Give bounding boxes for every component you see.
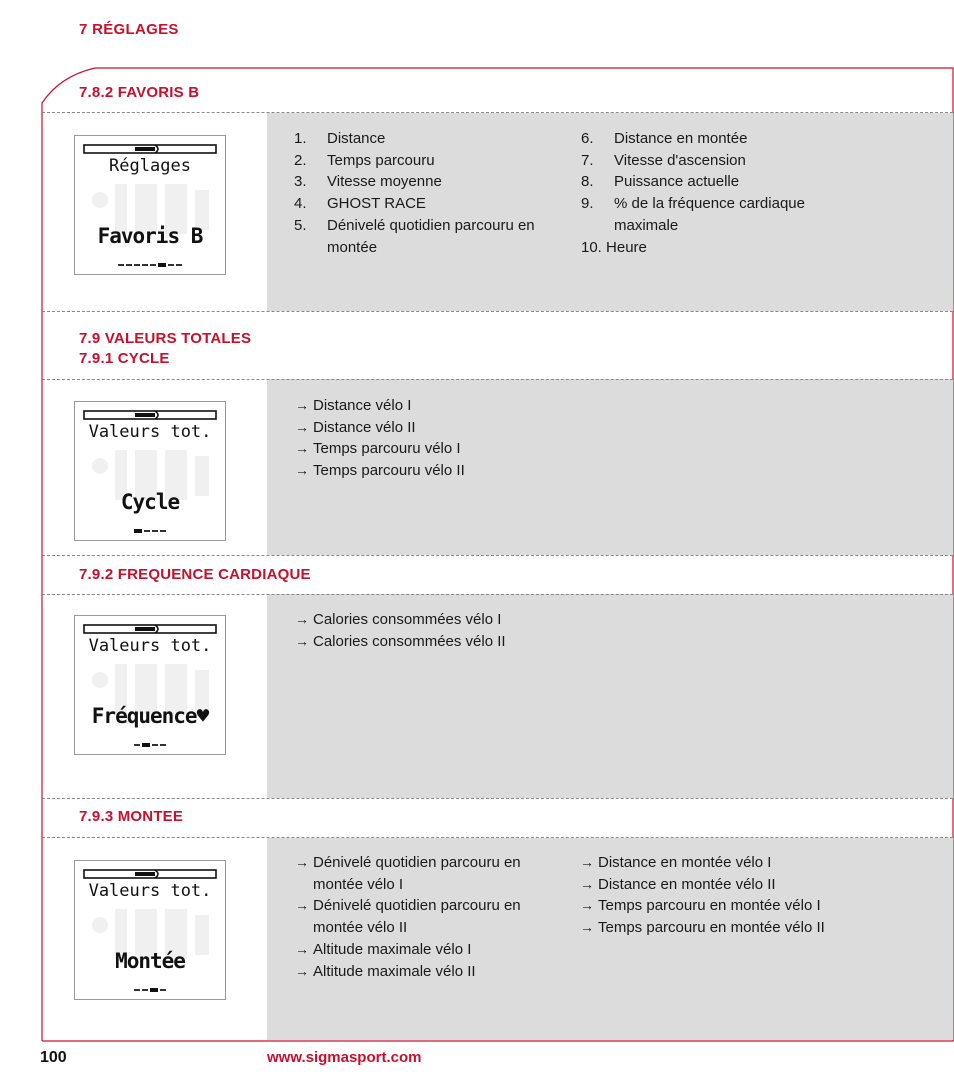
page-dot xyxy=(152,530,158,532)
device-value: Fréquence♥ xyxy=(91,704,209,728)
list-item: → Distance en montée vélo I xyxy=(580,852,825,874)
device-menu-label: Valeurs tot. xyxy=(88,636,212,656)
divider xyxy=(42,594,953,595)
page-dot xyxy=(134,744,140,746)
device-screen xyxy=(74,135,226,275)
page-dot xyxy=(160,744,166,746)
list-item: → Temps parcouru en montée vélo I xyxy=(580,895,825,917)
page-dot xyxy=(144,530,150,532)
device-value: Cycle xyxy=(120,490,180,514)
page-dot xyxy=(134,529,142,533)
device-menu-label: Réglages xyxy=(109,156,191,176)
divider xyxy=(42,311,953,312)
divider xyxy=(42,798,953,799)
list-item: → Distance vélo II xyxy=(295,417,595,439)
divider xyxy=(42,112,953,113)
page-dot xyxy=(152,744,158,746)
wrench-icon xyxy=(83,624,217,634)
page-dot xyxy=(150,988,158,992)
device-value: Favoris B xyxy=(97,224,203,248)
list-item: 2. Temps parcouru xyxy=(294,151,435,169)
divider xyxy=(42,837,953,838)
page-dot xyxy=(158,263,166,267)
list-item: 3. Vitesse moyenne xyxy=(294,173,442,191)
list-item: → Calories consommées vélo II xyxy=(295,631,595,653)
list-item: → Dénivelé quotidien parcouru en montée vélo II xyxy=(295,895,540,938)
page-dot xyxy=(176,264,182,266)
page-indicator xyxy=(75,989,225,992)
page-indicator xyxy=(75,264,225,267)
list-item: 1. Distance xyxy=(294,130,386,147)
device-menu-label: Valeurs tot. xyxy=(88,881,212,901)
list-item: 9. % de la fréquence cardiaque maximale xyxy=(581,195,805,234)
numbered-list xyxy=(294,128,556,258)
page-dot xyxy=(126,264,132,266)
page-dot xyxy=(142,743,150,747)
chapter-title: 7 RÉGLAGES xyxy=(79,21,179,38)
list-item: 4. GHOST RACE xyxy=(294,195,426,213)
list-item: 8. Puissance actuelle xyxy=(581,173,740,191)
section-title: 7.9.2 FREQUENCE CARDIAQUE xyxy=(79,566,311,583)
list-item: 10. Heure xyxy=(581,238,647,256)
arrow-list xyxy=(580,852,825,939)
divider xyxy=(42,379,953,380)
wrench-icon xyxy=(83,410,217,420)
divider xyxy=(42,555,953,556)
list-item: → Distance en montée vélo II xyxy=(580,874,825,896)
device-screen xyxy=(74,401,226,541)
page-dot xyxy=(160,989,166,991)
section-subtitle: 7.9.1 CYCLE xyxy=(79,350,170,367)
section-title: 7.9 VALEURS TOTALES xyxy=(79,330,252,347)
list-item: 6. Distance en montée xyxy=(581,130,748,147)
arrow-list xyxy=(295,395,595,482)
page-dot xyxy=(134,264,140,266)
page-dot xyxy=(168,264,174,266)
page-dot xyxy=(142,264,148,266)
list-item: → Altitude maximale vélo II xyxy=(295,961,540,983)
list-item: → Temps parcouru vélo II xyxy=(295,460,595,482)
page-dot xyxy=(160,530,166,532)
list-item: 7. Vitesse d'ascension xyxy=(581,151,746,169)
list-item: → Dénivelé quotidien parcouru en montée vélo I xyxy=(295,852,540,895)
list-item: → Temps parcouru en montée vélo II xyxy=(580,917,825,939)
list-item: → Calories consommées vélo I xyxy=(295,609,595,631)
wrench-icon xyxy=(83,144,217,154)
page-dot xyxy=(134,989,140,991)
arrow-list xyxy=(295,609,595,652)
list-item: 5. Dénivelé quotidien parcouru en montée xyxy=(294,216,535,256)
numbered-list xyxy=(581,128,871,258)
device-screen xyxy=(74,615,226,755)
page-indicator xyxy=(75,530,225,533)
arrow-list xyxy=(295,852,540,982)
section-title: 7.8.2 FAVORIS B xyxy=(79,84,200,101)
footer-url: www.sigmasport.com xyxy=(267,1049,422,1066)
page-indicator xyxy=(75,744,225,747)
page-dot xyxy=(118,264,124,266)
device-menu-label: Valeurs tot. xyxy=(88,422,212,442)
page-dot xyxy=(150,264,156,266)
page-dot xyxy=(142,989,148,991)
section-title: 7.9.3 MONTEE xyxy=(79,808,184,825)
list-item: → Distance vélo I xyxy=(295,395,595,417)
device-value: Montée xyxy=(115,949,185,973)
page-number: 100 xyxy=(40,1049,67,1066)
wrench-icon xyxy=(83,869,217,879)
list-item: → Altitude maximale vélo I xyxy=(295,939,540,961)
device-screen xyxy=(74,860,226,1000)
list-item: → Temps parcouru vélo I xyxy=(295,438,595,460)
